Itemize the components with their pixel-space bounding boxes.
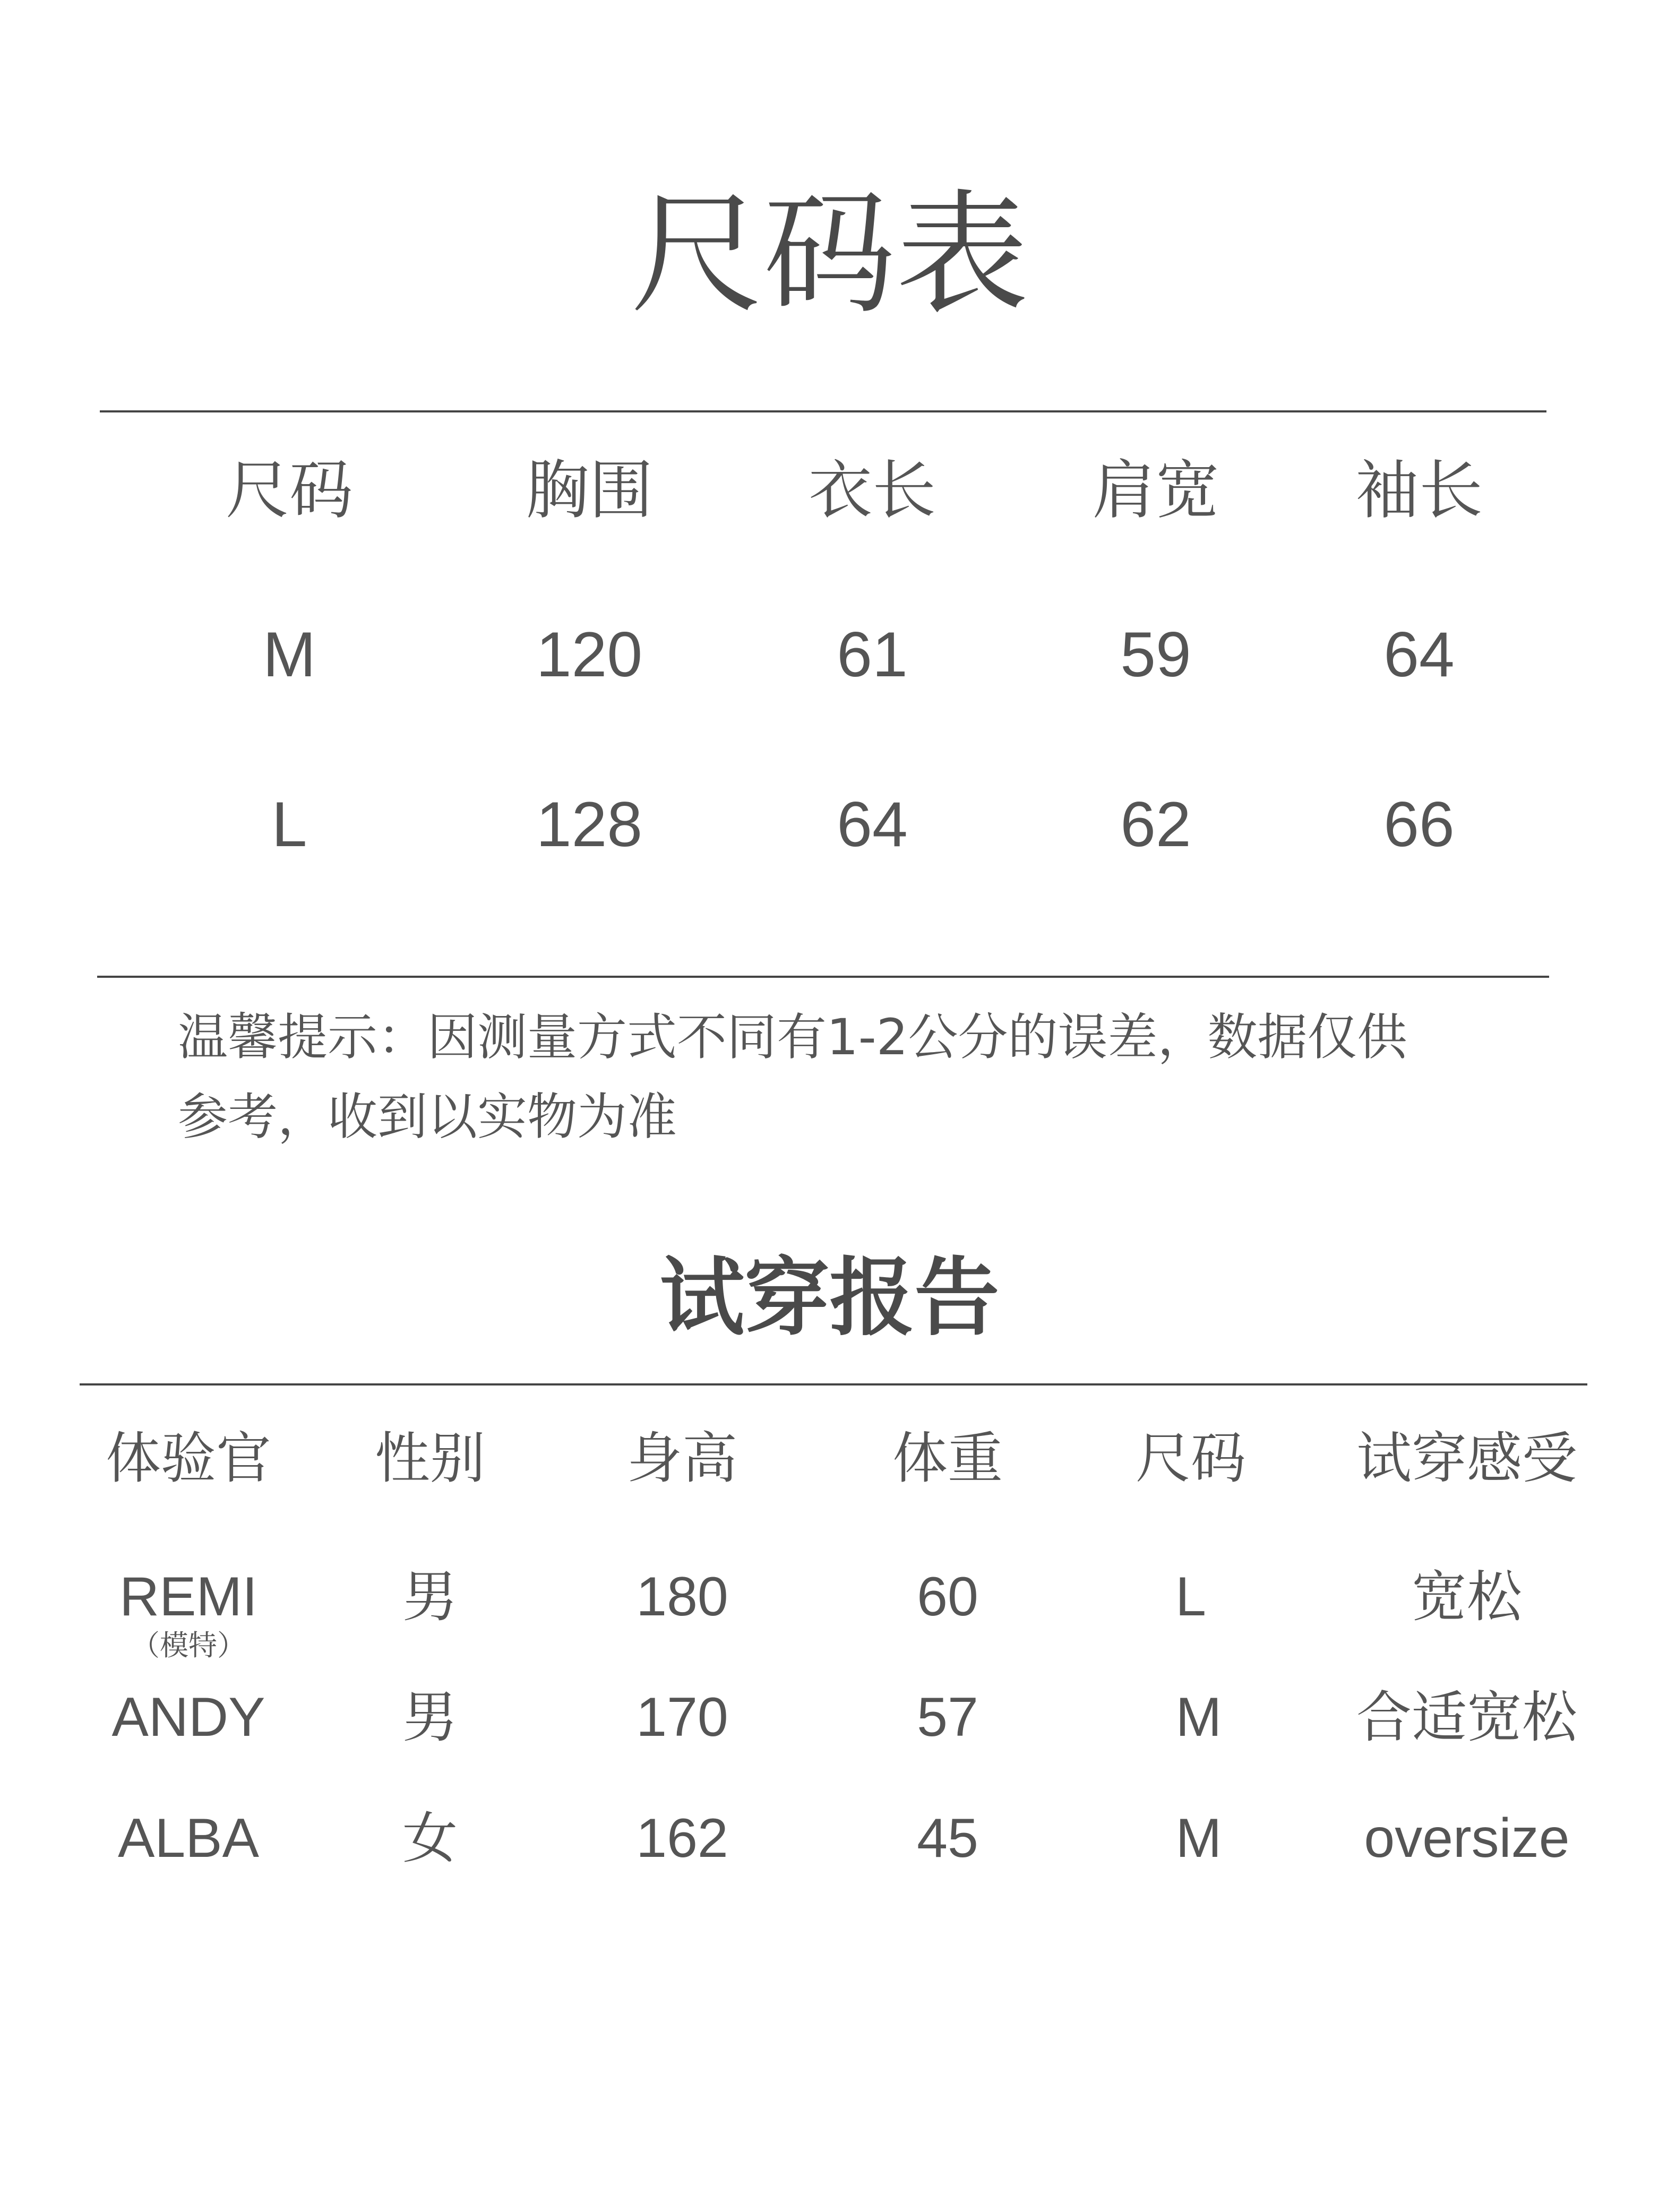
try-header-gender: 性别: [374, 1426, 486, 1491]
size-header-length: 衣长: [809, 454, 936, 528]
try-header-tester: 体验官: [105, 1426, 272, 1491]
try-on-top-divider: [80, 1383, 1587, 1385]
weight-cell: 60: [917, 1566, 978, 1628]
measurement-notice: [178, 998, 1494, 1157]
chest-cell: 120: [536, 619, 643, 690]
try-header-height: 身高: [626, 1426, 738, 1491]
size-header-shoulder: 肩宽: [1092, 454, 1219, 528]
length-cell: 64: [837, 789, 908, 860]
notice-line-1: 温馨提示：因测量方式不同有1-2公分的误差，数据仅供: [178, 1009, 1407, 1066]
tester-name-cell: ANDY: [111, 1686, 265, 1748]
height-cell: 180: [636, 1566, 728, 1628]
gender-cell: 男: [402, 1564, 458, 1629]
shoulder-cell: 59: [1120, 619, 1191, 690]
try-header-weight: 体重: [892, 1426, 1003, 1491]
gender-cell: 男: [402, 1685, 458, 1750]
shoulder-cell: 62: [1120, 789, 1191, 860]
height-cell: 162: [636, 1808, 728, 1869]
feeling-cell: 合适宽松: [1356, 1685, 1578, 1750]
try-header-size: 尺码: [1135, 1426, 1247, 1491]
size-cell: M: [1175, 1808, 1222, 1869]
notice-line-2: 参考，收到以实物为准: [178, 1088, 677, 1146]
chest-cell: 128: [536, 789, 643, 860]
size-cell: L: [1175, 1566, 1206, 1628]
size-chart-bottom-divider: [97, 976, 1549, 978]
size-header-size: 尺码: [226, 454, 353, 528]
sleeve-cell: 64: [1383, 619, 1455, 690]
weight-cell: 45: [917, 1808, 978, 1869]
feeling-cell: 宽松: [1411, 1564, 1523, 1629]
size-header-sleeve: 袖长: [1355, 454, 1483, 528]
tester-name-cell: ALBA: [118, 1808, 259, 1869]
tester-name-cell: REMI: [119, 1566, 257, 1628]
size-cell: M: [1175, 1686, 1222, 1748]
feeling-cell: oversize: [1364, 1808, 1570, 1869]
size-cell: M: [263, 619, 316, 690]
gender-cell: 女: [402, 1806, 458, 1871]
model-note: （模特）: [131, 1629, 246, 1662]
size-cell: L: [271, 789, 307, 860]
try-on-report-title: 试穿报告: [659, 1248, 1000, 1347]
length-cell: 61: [837, 619, 908, 690]
weight-cell: 57: [917, 1686, 978, 1748]
size-chart-top-divider: [100, 410, 1546, 412]
height-cell: 170: [636, 1686, 728, 1748]
sleeve-cell: 66: [1383, 789, 1455, 860]
size-chart-title: 尺码表: [630, 177, 1029, 332]
size-header-chest: 胸围: [526, 454, 653, 528]
try-header-feeling: 试穿感受: [1356, 1426, 1578, 1491]
